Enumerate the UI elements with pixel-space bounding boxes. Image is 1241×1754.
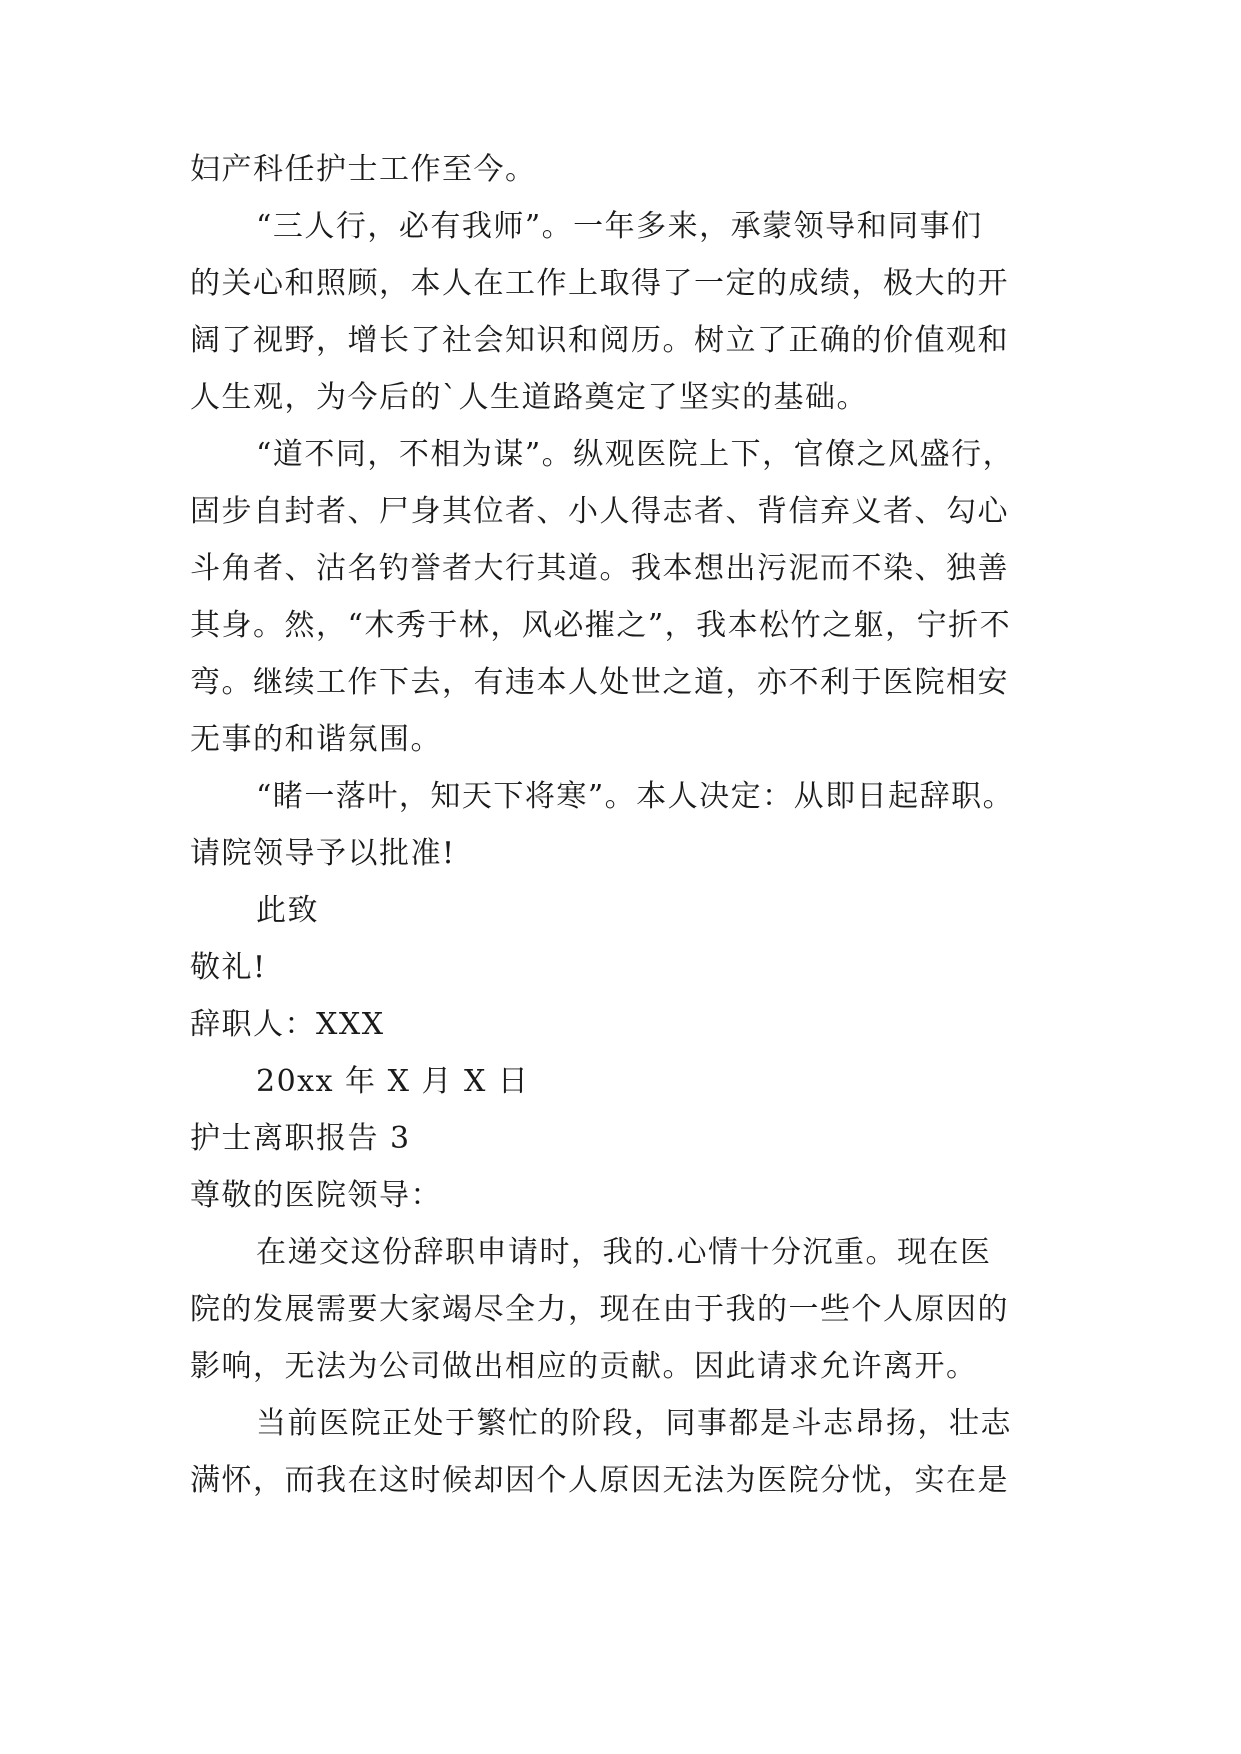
section-heading: 护士离职报告 3 <box>190 1121 411 1156</box>
text-line: 此致 <box>256 893 319 928</box>
text-line: 的关心和照顾，本人在工作上取得了一定的成绩，极大的开 <box>190 266 1009 301</box>
text-line: 影响，无法为公司做出相应的贡献。因此请求允许离开。 <box>190 1349 978 1384</box>
text-line: 满怀，而我在这时候却因个人原因无法为医院分忧，实在是 <box>190 1463 1009 1498</box>
text-line: 请院领导予以批准! <box>190 836 456 871</box>
text-line: 人生观，为今后的`人生道路奠定了坚实的基础。 <box>190 380 868 415</box>
text-line: 在递交这份辞职申请时，我的.心情十分沉重。现在医 <box>256 1235 992 1270</box>
salutation: 尊敬的医院领导： <box>190 1178 442 1213</box>
text-line: 斗角者、沽名钓誉者大行其道。我本想出污泥而不染、独善 <box>190 551 1009 586</box>
text-line: 妇产科任护士工作至今。 <box>190 152 537 187</box>
text-line: “睹一落叶，知天下将寒”。本人决定：从即日起辞职。 <box>256 779 1015 814</box>
text-line: 院的发展需要大家竭尽全力，现在由于我的一些个人原因的 <box>190 1292 1009 1327</box>
text-line: 其身。然，“木秀于林，风必摧之”，我本松竹之躯，宁折不 <box>190 608 1012 643</box>
text-line: 当前医院正处于繁忙的阶段，同事都是斗志昂扬，壮志 <box>256 1406 1012 1441</box>
text-line: 无事的和谐氛围。 <box>190 722 442 757</box>
text-line: “道不同，不相为谋”。纵观医院上下，官僚之风盛行， <box>256 437 1015 472</box>
text-line: 弯。继续工作下去，有违本人处世之道，亦不利于医院相安 <box>190 665 1009 700</box>
text-line: 固步自封者、尸身其位者、小人得志者、背信弃义者、勾心 <box>190 494 1009 529</box>
text-line: 阔了视野，增长了社会知识和阅历。树立了正确的价值观和 <box>190 323 1009 358</box>
text-line: 20xx 年 X 月 X 日 <box>256 1064 530 1099</box>
text-line: 敬礼! <box>190 950 267 985</box>
text-line: 辞职人：XXX <box>190 1007 385 1042</box>
text-line: “三人行，必有我师”。一年多来，承蒙领导和同事们 <box>256 209 983 244</box>
